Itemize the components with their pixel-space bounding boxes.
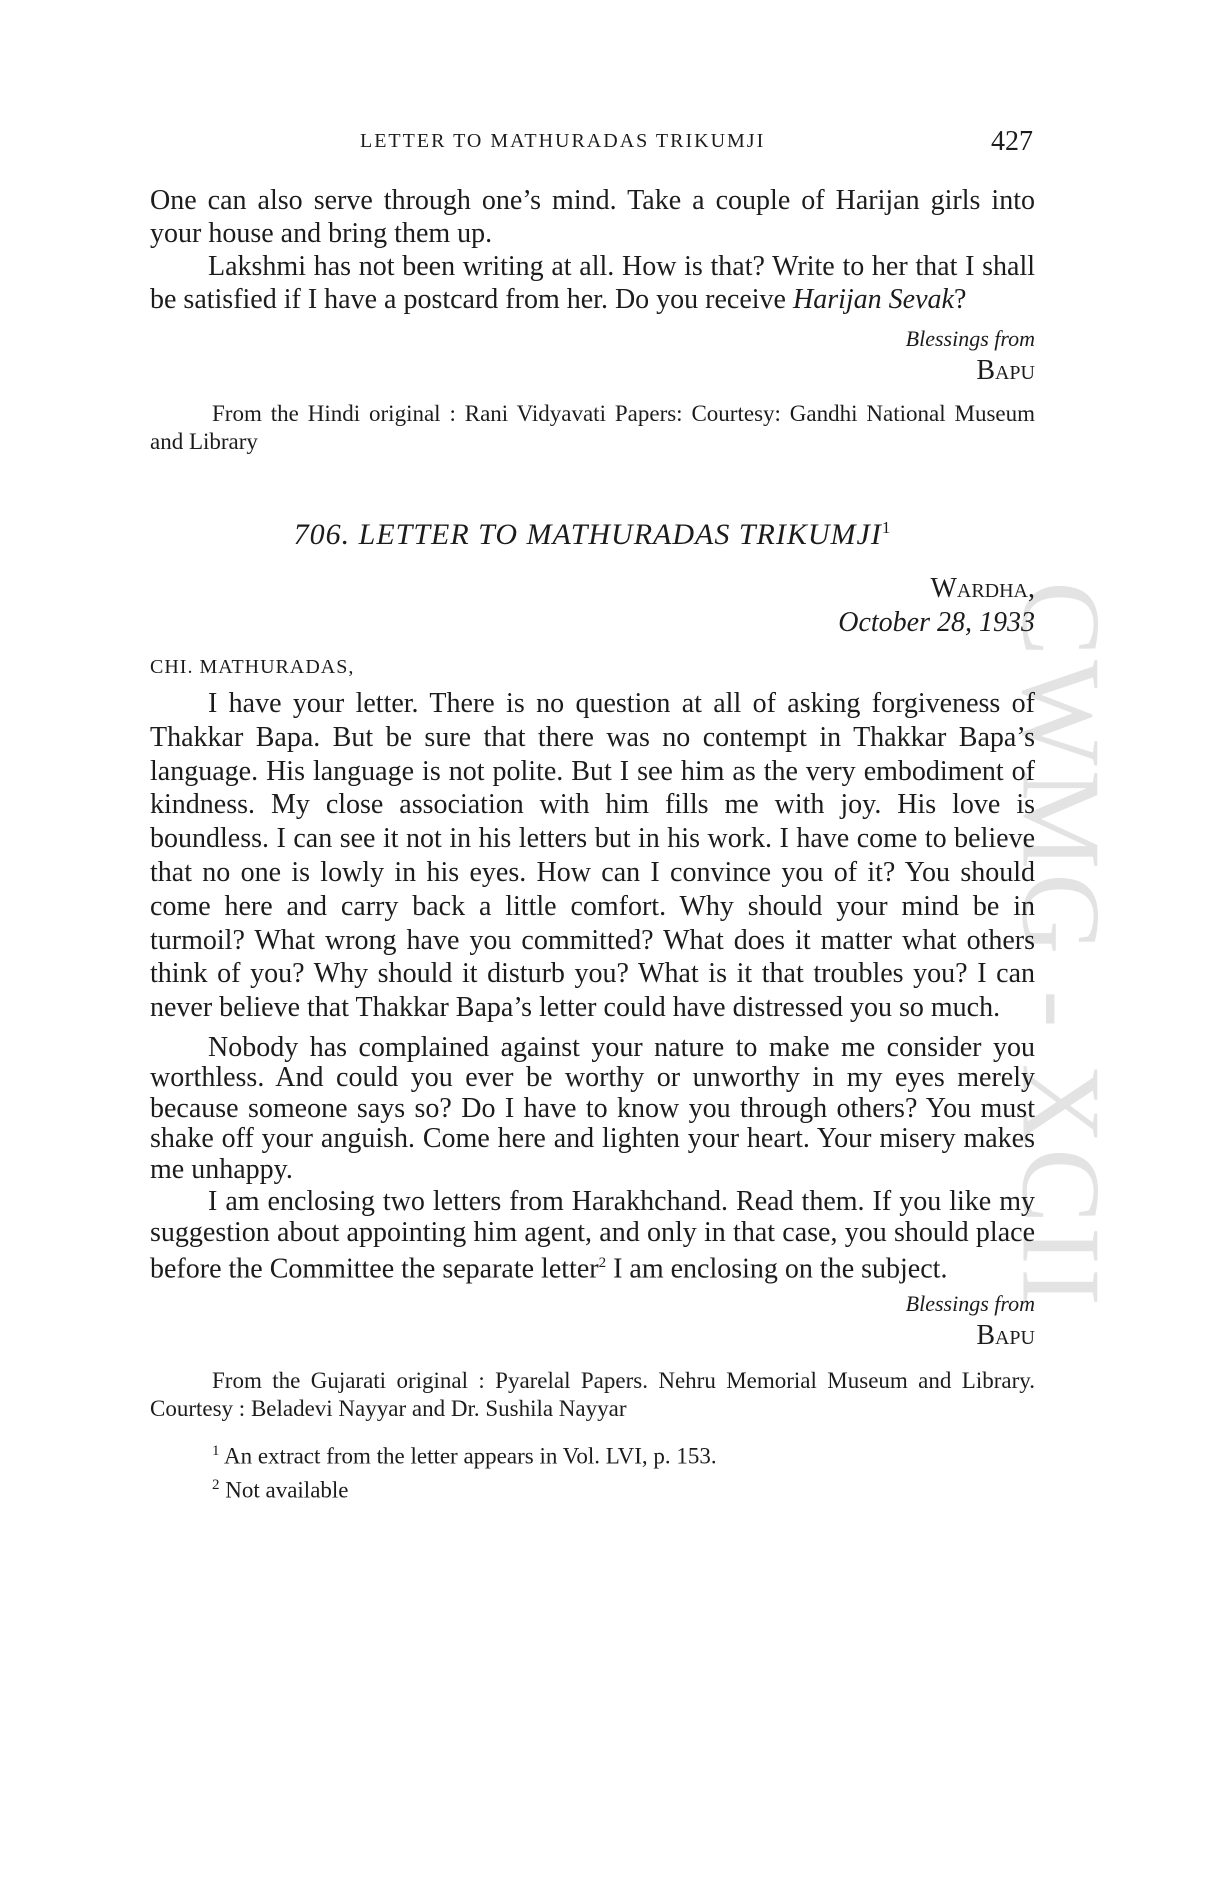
letter-dateline (150, 572, 1035, 640)
paragraph-text: I am enclosing on the subject. (606, 1253, 948, 1285)
paragraph-text: ? (953, 284, 967, 315)
signature: Bapu (976, 355, 1035, 386)
closing (150, 324, 1035, 388)
paragraph-text: Lakshmi has not been writing at all. How is that? Write to her that I shall be satisfied if I have a postcard from her. Do you receive (150, 251, 1035, 315)
signature: Bapu (976, 1320, 1035, 1352)
footnotes (150, 1437, 1035, 1504)
closing (150, 1289, 1035, 1353)
paragraph (150, 250, 1035, 316)
blessings-line: Blessings from (905, 1291, 1035, 1317)
page-number: 427 (991, 126, 1033, 157)
paragraph: One can also serve through one’s mind. Take a couple of Harijan girls into your house and bring them up. (150, 185, 1035, 249)
watermark-text: CWMG - XCII (998, 580, 1123, 1310)
source-note: From the Gujarati original : Pyarelal Papers. Nehru Memorial Museum and Library. Courtesy : Beladevi Nayyar and Dr. Sushila Nayyar (150, 1368, 1035, 1422)
footnote-text: Not available (225, 1477, 349, 1503)
footnote-text: An extract from the letter appears in Vol. LVI, p. 153. (223, 1443, 717, 1469)
blessings-line: Blessings from (905, 326, 1035, 351)
footnote (150, 1471, 1035, 1505)
salutation: CHI. MATHURADAS, (150, 656, 355, 678)
footnote (150, 1437, 1035, 1471)
letter-heading (150, 518, 1035, 552)
publication-title: Harijan Sevak (792, 284, 954, 315)
footnote-mark: 2 (212, 1476, 220, 1493)
footnote-ref: 1 (881, 518, 892, 537)
heading-text: 706. LETTER TO MATHURADAS TRIKUMJI (293, 518, 882, 551)
source-note: From the Hindi original : Rani Vidyavati Papers: Courtesy: Gandhi National Museum and Library (150, 401, 1035, 454)
footnote-mark: 1 (212, 1443, 220, 1460)
footnote-ref: 2 (598, 1255, 607, 1272)
paragraph: Nobody has complained against your nature to make me consider you worthless. And could you ever be worthy or unworthy in my eyes merely because someone says so? Do I have to know you through others? You must shake off your anguish. Come here and lighten your heart. Your misery makes me unhappy. (150, 1031, 1035, 1185)
place: Wardha, (930, 573, 1035, 604)
date: October 28, 1933 (838, 607, 1035, 638)
paragraph (150, 1187, 1035, 1285)
paragraph: I have your letter. There is no question at all of asking forgiveness of Thakkar Bapa. But be sure that there was no contempt in Thakkar Bapa’s language. His language is not polite. But I see him as the very embodiment of kindness. My close association with him fills me with joy. His love is boundless. I can see it not in his letters but in his work. I have come to believe that no one is lowly in his eyes. How can I convince you of it? You should come here and carry back a little comfort. Why should your mind be in turmoil? What wrong have you committed? What does it matter what others think of you? Why should it disturb you? What is it that troubles you? I can never believe that Thakkar Bapa’s letter could have distressed you so much. (150, 688, 1035, 1024)
previous-letter (150, 184, 1035, 456)
running-title: LETTER TO MATHURADAS TRIKUMJI (360, 130, 766, 152)
letter-heading-block (150, 518, 1035, 552)
letter-body (150, 656, 1035, 1505)
paragraph-text: I am enclosing two letters from Harakhchand. Read them. If you like my suggestion about appointing him agent, and only in that case, you should place before the Committee the separate letter (150, 1186, 1035, 1285)
